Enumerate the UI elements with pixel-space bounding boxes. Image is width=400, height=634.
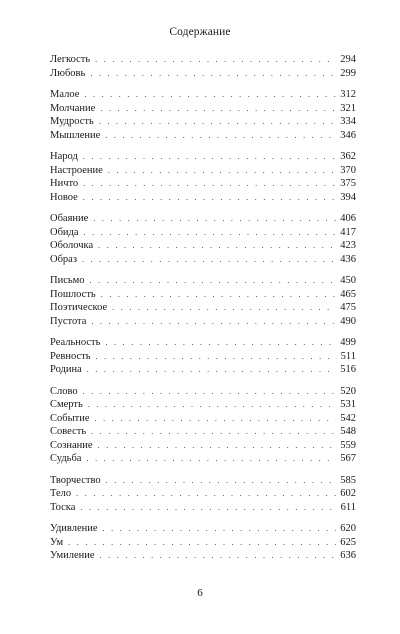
toc-entry (50, 253, 356, 267)
toc-entry-title: Новое (50, 191, 78, 203)
dot-leader (91, 315, 336, 329)
toc-entry-page: 499 (340, 337, 356, 348)
toc-group (50, 385, 356, 466)
toc-entry-page: 294 (340, 54, 356, 65)
toc-entry-title: Легкость (50, 54, 91, 65)
toc-entry-page: 375 (340, 178, 356, 189)
toc-entry-page: 602 (340, 488, 356, 499)
toc-entry (50, 336, 356, 350)
page-number: 6 (197, 587, 203, 599)
toc-entry-title: Образ (50, 253, 77, 265)
dot-leader (95, 53, 336, 67)
toc-entry-page: 585 (340, 474, 356, 486)
toc-entry-title: Ничто (50, 178, 79, 189)
toc-entry-title: Родина (50, 364, 82, 375)
toc-entry-page: 636 (340, 550, 356, 561)
toc-entry-title: Любовь (50, 67, 86, 79)
toc-entry (50, 177, 356, 191)
dot-leader (100, 549, 337, 563)
toc-entry-page: 511 (340, 350, 356, 362)
toc-entry (50, 474, 356, 488)
toc-entry-title: Обаяние (50, 213, 89, 224)
dot-leader (98, 439, 337, 453)
dot-leader (88, 398, 336, 412)
dot-leader (93, 212, 336, 226)
toc-entry-title: Тоска (50, 501, 76, 513)
toc-entry-page: 490 (340, 315, 356, 327)
dot-leader (99, 115, 336, 129)
toc-group (50, 212, 356, 266)
toc-entry (50, 398, 356, 412)
dot-leader (90, 274, 337, 288)
dot-leader (96, 350, 337, 364)
toc-entry (50, 549, 356, 563)
dot-leader (83, 150, 336, 164)
dot-leader (105, 129, 336, 143)
toc-entry-title: Настроение (50, 164, 103, 176)
toc-entry (50, 425, 356, 439)
toc-entry (50, 301, 356, 315)
toc-entry-title: Удивление (50, 523, 98, 534)
dot-leader (84, 88, 336, 102)
toc-entry (50, 239, 356, 253)
toc-entry-page: 531 (340, 399, 356, 410)
toc-entry (50, 452, 356, 466)
toc-entry-title: Народ (50, 151, 78, 162)
toc-entry-title: Пустота (50, 315, 87, 327)
toc-entry-title: Судьба (50, 453, 82, 464)
dot-leader (83, 191, 336, 205)
toc-entry (50, 522, 356, 536)
toc-entry-page: 625 (340, 536, 356, 548)
toc-entry (50, 150, 356, 164)
toc-entry-title: Совесть (50, 426, 87, 437)
toc-entry-title: Ум (50, 536, 64, 548)
toc-entry-title: Мышление (50, 129, 101, 141)
toc-entry-page: 436 (340, 253, 356, 265)
toc-entry-title: Слово (50, 385, 78, 397)
toc-entry-page: 475 (340, 302, 356, 313)
toc-entry-title: Реальность (50, 337, 101, 348)
toc-entry-page: 567 (340, 453, 356, 464)
toc-entry-title: Письмо (50, 275, 85, 286)
toc-group (50, 522, 356, 563)
table-of-contents (50, 53, 356, 571)
toc-entry-title: Малое (50, 89, 80, 100)
toc-entry (50, 487, 356, 501)
toc-entry (50, 439, 356, 453)
toc-entry-title: Обида (50, 226, 79, 238)
toc-entry (50, 102, 356, 116)
toc-entry (50, 129, 356, 143)
toc-entry (50, 67, 356, 81)
toc-entry (50, 350, 356, 364)
dot-leader (84, 226, 337, 240)
toc-entry-title: Молчание (50, 102, 96, 114)
toc-entry-page: 406 (340, 213, 356, 224)
toc-entry-page: 423 (340, 240, 356, 251)
toc-entry-page: 370 (340, 164, 356, 176)
toc-entry (50, 164, 356, 178)
toc-entry-title: Мудрость (50, 116, 94, 127)
toc-entry-title: Ревность (50, 350, 91, 362)
toc-entry (50, 115, 356, 129)
dot-leader (83, 385, 337, 399)
toc-entry-title: Поэтическое (50, 302, 108, 313)
toc-entry-page: 362 (340, 151, 356, 162)
dot-leader (108, 164, 336, 178)
dot-leader (87, 363, 336, 377)
toc-entry-title: Умиление (50, 550, 95, 561)
toc-entry (50, 363, 356, 377)
toc-entry-page: 417 (340, 226, 356, 238)
dot-leader (112, 301, 336, 315)
toc-group (50, 88, 356, 142)
dot-leader (82, 253, 336, 267)
toc-group (50, 474, 356, 515)
dot-leader (90, 67, 336, 81)
dot-leader (101, 288, 337, 302)
toc-entry (50, 412, 356, 426)
dot-leader (98, 239, 336, 253)
dot-leader (105, 336, 336, 350)
dot-leader (86, 452, 336, 466)
toc-entry-page: 542 (340, 412, 356, 424)
toc-entry-title: Тело (50, 488, 72, 499)
toc-entry-title: Оболочка (50, 240, 94, 251)
toc-entry-page: 520 (340, 385, 356, 397)
dot-leader (103, 522, 337, 536)
toc-group (50, 274, 356, 328)
toc-entry (50, 501, 356, 515)
toc-entry (50, 212, 356, 226)
toc-entry-page: 346 (340, 129, 356, 141)
toc-entry-title: Смерть (50, 399, 83, 410)
toc-entry (50, 288, 356, 302)
toc-group (50, 150, 356, 204)
toc-entry (50, 226, 356, 240)
toc-entry-page: 321 (340, 102, 356, 114)
toc-entry-page: 548 (340, 426, 356, 437)
toc-entry (50, 274, 356, 288)
toc-entry-page: 312 (340, 89, 356, 100)
toc-group (50, 336, 356, 377)
page-header: Содержание (169, 26, 231, 38)
dot-leader (76, 487, 336, 501)
toc-group (50, 53, 356, 80)
toc-entry-title: Сознание (50, 439, 93, 451)
toc-entry-page: 516 (340, 364, 356, 375)
toc-entry (50, 191, 356, 205)
dot-leader (106, 474, 337, 488)
toc-entry-page: 559 (340, 439, 356, 451)
dot-leader (100, 102, 336, 116)
toc-entry-page: 394 (340, 191, 356, 203)
toc-entry-title: Творчество (50, 474, 101, 486)
toc-entry (50, 385, 356, 399)
dot-leader (95, 412, 337, 426)
toc-entry (50, 536, 356, 550)
toc-entry (50, 53, 356, 67)
toc-entry-page: 465 (340, 288, 356, 300)
toc-entry-page: 334 (340, 116, 356, 127)
toc-entry (50, 315, 356, 329)
toc-entry-page: 611 (340, 501, 356, 513)
toc-entry (50, 88, 356, 102)
dot-leader (68, 536, 336, 550)
toc-entry-page: 299 (340, 67, 356, 79)
dot-leader (80, 501, 336, 515)
toc-entry-title: Событие (50, 412, 90, 424)
toc-entry-page: 450 (340, 275, 356, 286)
dot-leader (91, 425, 336, 439)
dot-leader (83, 177, 336, 191)
toc-entry-page: 620 (340, 523, 356, 534)
toc-entry-title: Пошлость (50, 288, 96, 300)
